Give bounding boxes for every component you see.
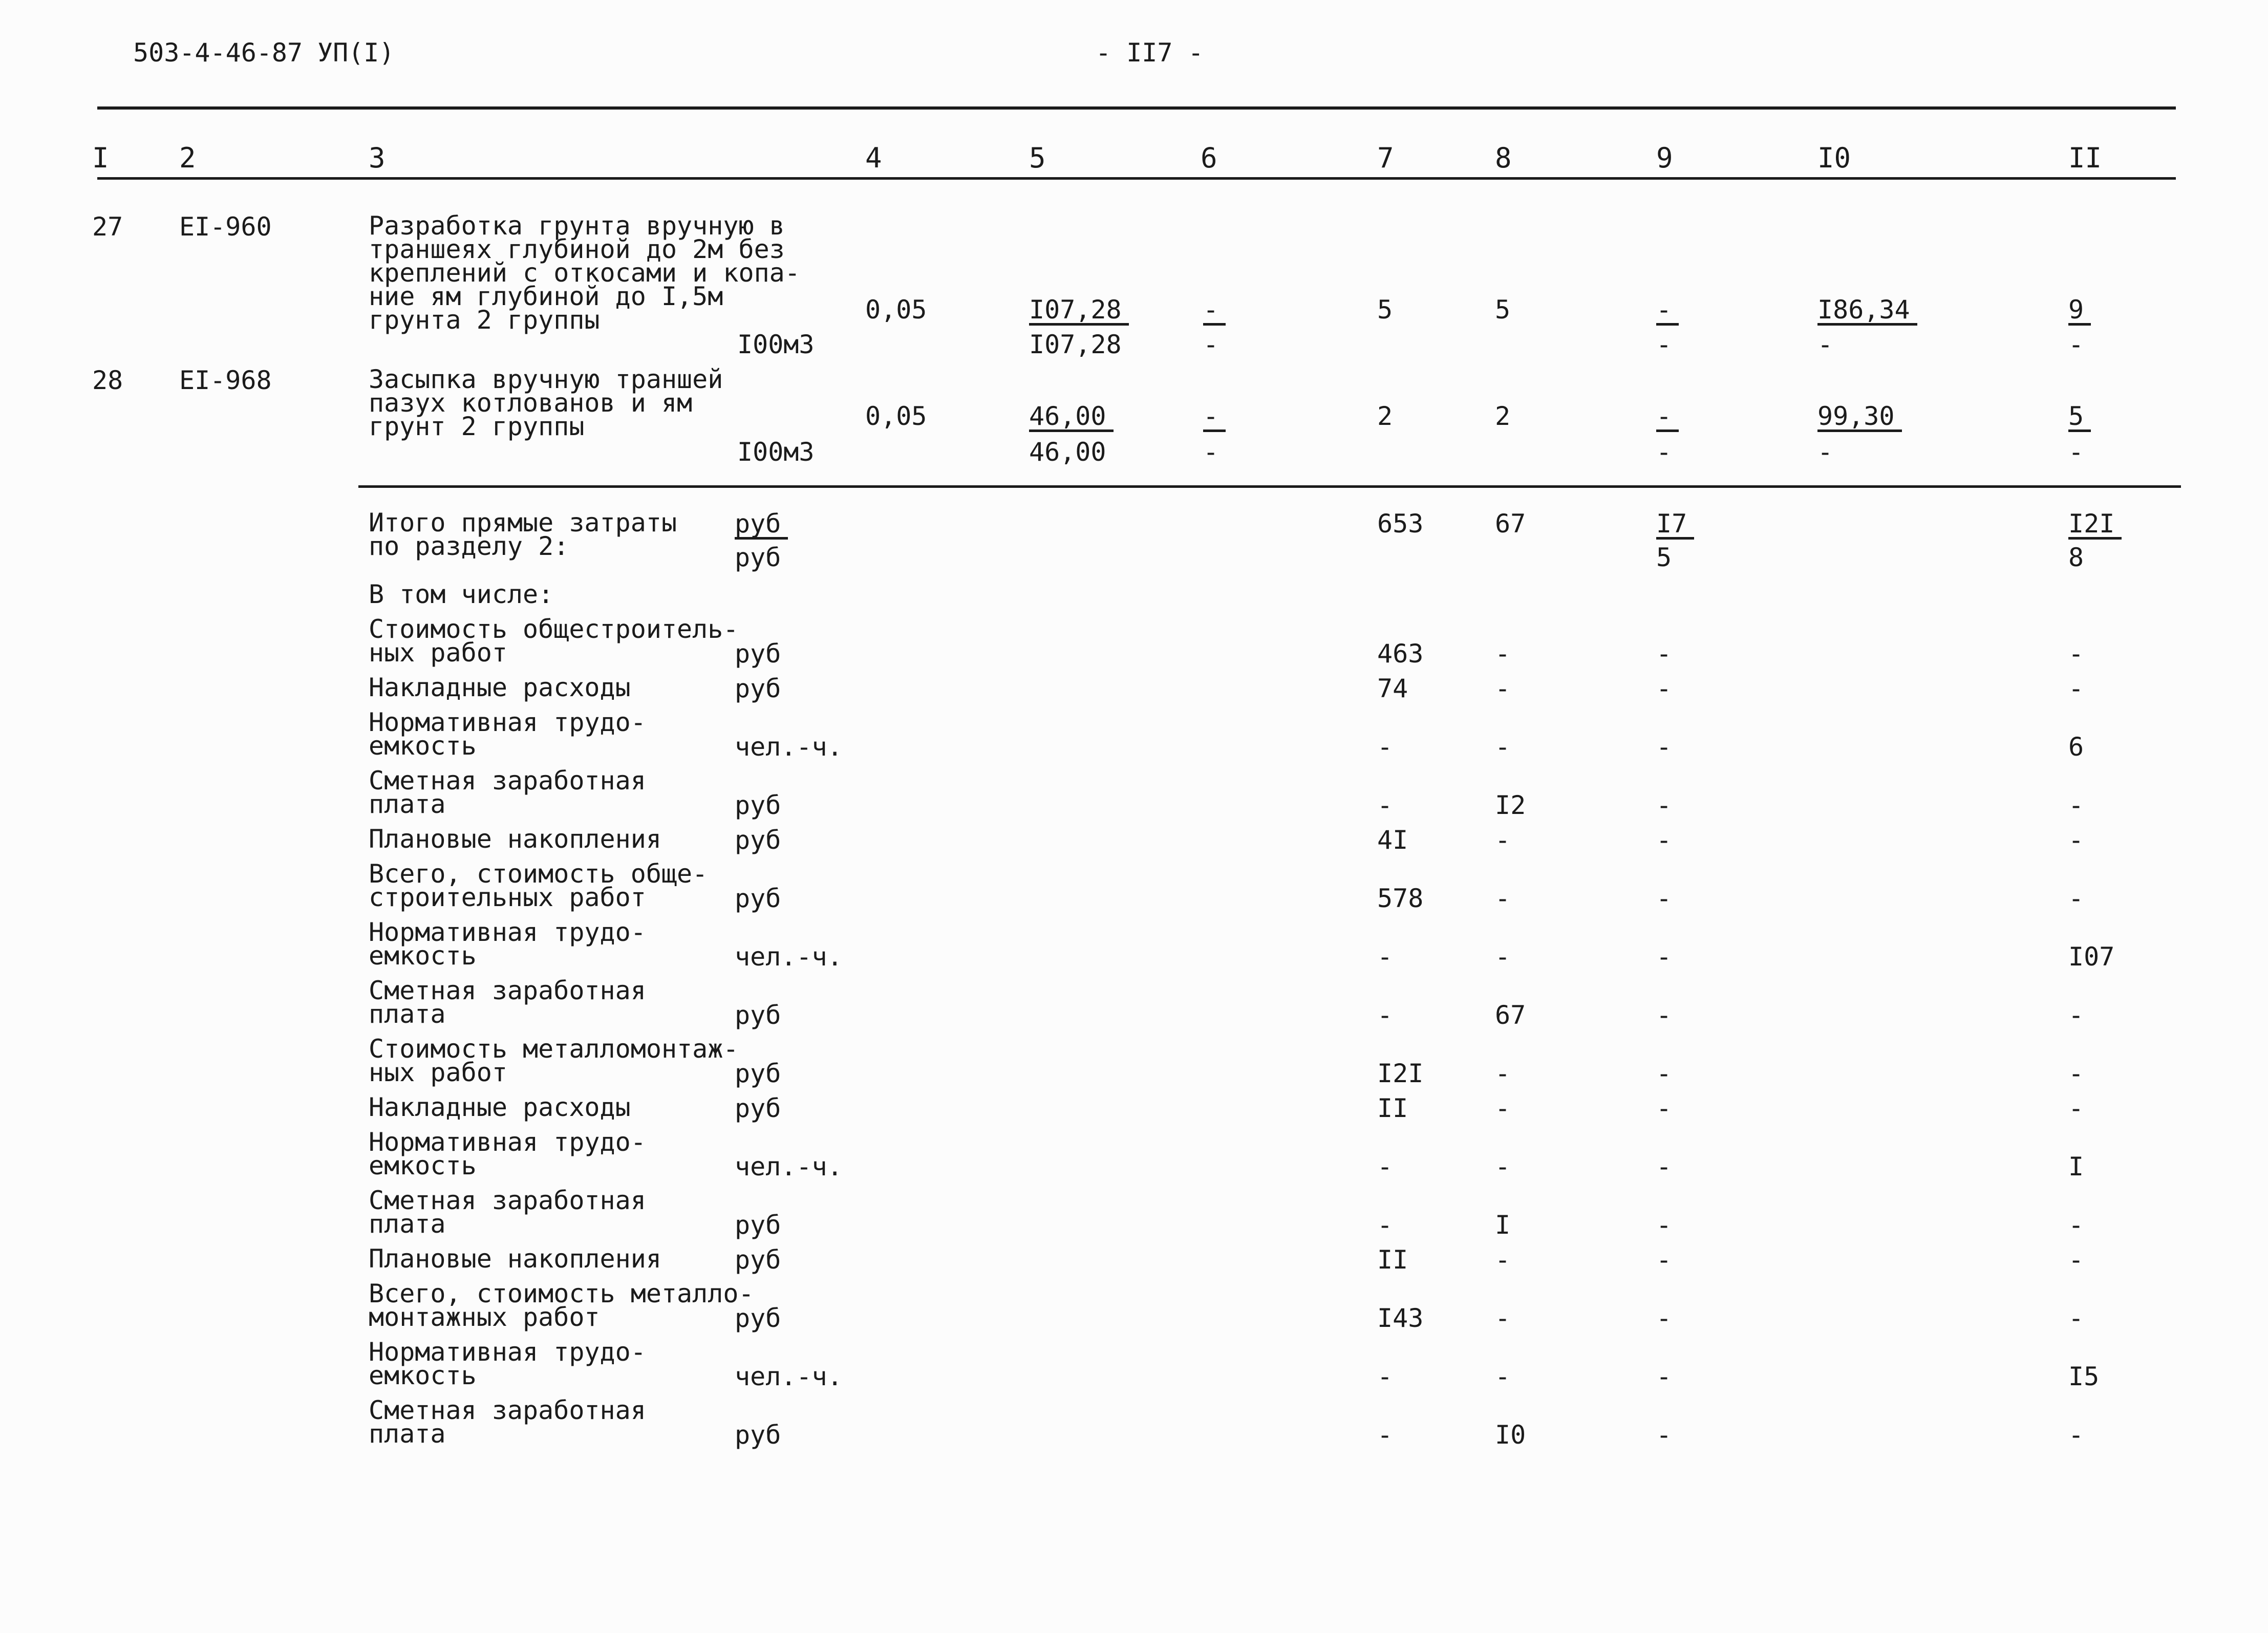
totals-unit-bottom: руб xyxy=(735,543,781,572)
summary-unit: руб xyxy=(735,639,781,669)
summary-unit: руб xyxy=(735,1000,781,1030)
item-unit: I00м3 xyxy=(737,437,815,467)
item-col11-top: 9 xyxy=(2068,295,2084,325)
summary-label: Всего, стоимость металло- монтажных работ xyxy=(369,1279,754,1332)
summary-col8: - xyxy=(1495,1362,1511,1391)
summary-col8: I xyxy=(1495,1210,1511,1240)
item-quantity: 0,05 xyxy=(865,401,927,431)
column-number: 4 xyxy=(865,142,882,174)
summary-label: Нормативная трудо- емкость xyxy=(369,1127,646,1180)
summary-col9: - xyxy=(1656,1059,1672,1088)
header-rule xyxy=(97,177,2176,180)
summary-col11: - xyxy=(2068,1000,2084,1030)
summary-col8: - xyxy=(1495,884,1511,913)
totals-col11-bottom: 8 xyxy=(2068,543,2084,572)
totals-col8: 67 xyxy=(1495,509,1526,539)
item-col10-bottom: - xyxy=(1817,437,1833,467)
column-number: 2 xyxy=(179,142,196,174)
summary-col8: I0 xyxy=(1495,1420,1526,1450)
summary-unit: руб xyxy=(735,1093,781,1123)
summary-col8: - xyxy=(1495,674,1511,703)
item-col6-top: - xyxy=(1203,295,1219,325)
summary-unit: чел.-ч. xyxy=(735,732,843,762)
summary-col7: - xyxy=(1377,1420,1393,1450)
summary-col11: - xyxy=(2068,674,2084,703)
summary-label: Сметная заработная плата xyxy=(369,976,646,1029)
column-number: 7 xyxy=(1377,142,1394,174)
summary-col9: - xyxy=(1656,825,1672,855)
summary-label: Накладные расходы xyxy=(369,1092,631,1122)
summary-col8: - xyxy=(1495,1152,1511,1181)
including-heading: В том числе: xyxy=(369,579,554,609)
totals-col11-top: I2I xyxy=(2068,509,2115,539)
summary-unit: руб xyxy=(735,884,781,913)
summary-col11: - xyxy=(2068,884,2084,913)
summary-col9: - xyxy=(1656,1420,1672,1450)
summary-col9: - xyxy=(1656,1303,1672,1333)
summary-col7: 463 xyxy=(1377,639,1424,669)
summary-col8: - xyxy=(1495,1093,1511,1123)
column-number: 9 xyxy=(1656,142,1673,174)
summary-col11: - xyxy=(2068,1210,2084,1240)
summary-col9: - xyxy=(1656,1245,1672,1275)
summary-col7: - xyxy=(1377,942,1393,972)
item-col9-bottom: - xyxy=(1656,330,1672,359)
summary-label: Сметная заработная плата xyxy=(369,1395,646,1449)
summary-col7: - xyxy=(1377,1362,1393,1391)
summary-col9: - xyxy=(1656,1152,1672,1181)
summary-col8: - xyxy=(1495,1059,1511,1088)
item-col6-bottom: - xyxy=(1203,330,1219,359)
summary-col8: - xyxy=(1495,1303,1511,1333)
summary-col11: I5 xyxy=(2068,1362,2100,1391)
item-unit: I00м3 xyxy=(737,330,815,359)
item-col10-bottom: - xyxy=(1817,330,1833,359)
item-col8: 5 xyxy=(1495,295,1511,325)
item-col5-top: 46,00 xyxy=(1029,401,1106,431)
summary-col8: - xyxy=(1495,732,1511,762)
page-number: - II7 - xyxy=(1096,38,1204,68)
document-part: УП(I) xyxy=(317,38,395,68)
totals-col9-bottom: 5 xyxy=(1656,543,1672,572)
summary-label: Стоимость металломонтаж- ных работ xyxy=(369,1034,739,1087)
item-col7: 5 xyxy=(1377,295,1393,325)
summary-label: Всего, стоимость обще- строительных работ xyxy=(369,859,708,912)
summary-col8: - xyxy=(1495,942,1511,972)
column-number: II xyxy=(2068,142,2102,174)
summary-col8: I2 xyxy=(1495,790,1526,820)
summary-col11: 6 xyxy=(2068,732,2084,762)
summary-label: Сметная заработная плата xyxy=(369,1186,646,1239)
summary-col11: - xyxy=(2068,790,2084,820)
summary-col7: - xyxy=(1377,1210,1393,1240)
summary-label: Нормативная трудо- емкость xyxy=(369,707,646,761)
item-col11-bottom: - xyxy=(2068,437,2084,467)
summary-unit: руб xyxy=(735,1210,781,1240)
column-number: 5 xyxy=(1029,142,1046,174)
summary-col9: - xyxy=(1656,732,1672,762)
item-col9-top: - xyxy=(1656,295,1672,325)
summary-col7: 4I xyxy=(1377,825,1408,855)
summary-col11: - xyxy=(2068,1303,2084,1333)
item-code: EI-960 xyxy=(179,212,272,242)
summary-unit: руб xyxy=(735,1303,781,1333)
summary-col9: - xyxy=(1656,884,1672,913)
summary-col11: - xyxy=(2068,825,2084,855)
item-description: Засыпка вручную траншей пазух котлованов и ям грунт 2 группы xyxy=(369,364,723,441)
summary-col7: - xyxy=(1377,1000,1393,1030)
summary-col8: 67 xyxy=(1495,1000,1526,1030)
summary-col11: - xyxy=(2068,1059,2084,1088)
summary-col11: - xyxy=(2068,1093,2084,1123)
summary-col8: - xyxy=(1495,825,1511,855)
item-col9-top: - xyxy=(1656,401,1672,431)
item-col10-top: I86,34 xyxy=(1817,295,1910,325)
summary-col9: - xyxy=(1656,1000,1672,1030)
summary-col7: - xyxy=(1377,732,1393,762)
totals-col7: 653 xyxy=(1377,509,1424,539)
item-col5-bottom: I07,28 xyxy=(1029,330,1122,359)
item-col11-top: 5 xyxy=(2068,401,2084,431)
item-col9-bottom: - xyxy=(1656,437,1672,467)
summary-col7: 578 xyxy=(1377,884,1424,913)
summary-col11: I xyxy=(2068,1152,2084,1181)
summary-label: Стоимость общестроитель- ных работ xyxy=(369,614,739,668)
item-col5-bottom: 46,00 xyxy=(1029,437,1106,467)
summary-col7: - xyxy=(1377,790,1393,820)
summary-unit: чел.-ч. xyxy=(735,1152,843,1181)
summary-label: Нормативная трудо- емкость xyxy=(369,1337,646,1390)
summary-col9: - xyxy=(1656,674,1672,703)
item-col8: 2 xyxy=(1495,401,1511,431)
summary-label: Накладные расходы xyxy=(369,673,631,702)
summary-unit: руб xyxy=(735,790,781,820)
top-rule xyxy=(97,106,2176,110)
summary-col7: II xyxy=(1377,1093,1408,1123)
summary-col9: - xyxy=(1656,1093,1672,1123)
summary-col7: I43 xyxy=(1377,1303,1424,1333)
column-number: I0 xyxy=(1817,142,1851,174)
summary-unit: чел.-ч. xyxy=(735,1362,843,1391)
column-number: 8 xyxy=(1495,142,1512,174)
column-number: 3 xyxy=(369,142,386,174)
summary-unit: руб xyxy=(735,1059,781,1088)
item-col6-bottom: - xyxy=(1203,437,1219,467)
summary-label: Сметная заработная плата xyxy=(369,766,646,819)
summary-col7: I2I xyxy=(1377,1059,1424,1088)
item-col6-top: - xyxy=(1203,401,1219,431)
summary-label: Плановые накопления xyxy=(369,1244,661,1274)
summary-col9: - xyxy=(1656,1362,1672,1391)
item-col10-top: 99,30 xyxy=(1817,401,1895,431)
item-code: EI-968 xyxy=(179,366,272,395)
item-col11-bottom: - xyxy=(2068,330,2084,359)
summary-unit: руб xyxy=(735,674,781,703)
summary-col11: - xyxy=(2068,1245,2084,1275)
summary-col9: - xyxy=(1656,790,1672,820)
item-col7: 2 xyxy=(1377,401,1393,431)
totals-rule xyxy=(358,485,2181,488)
item-description: Разработка грунта вручную в траншеях глубиной до 2м без креплений с откосами и копа- ние ям глубиной до I,5м грунта 2 группы xyxy=(369,211,800,335)
summary-col9: - xyxy=(1656,1210,1672,1240)
summary-unit: руб xyxy=(735,1245,781,1275)
summary-label: Плановые накопления xyxy=(369,824,661,854)
item-col5-top: I07,28 xyxy=(1029,295,1122,325)
totals-col9-top: I7 xyxy=(1656,509,1687,539)
summary-col8: - xyxy=(1495,1245,1511,1275)
item-number: 27 xyxy=(92,212,123,242)
summary-col11: - xyxy=(2068,639,2084,669)
summary-col7: II xyxy=(1377,1245,1408,1275)
totals-unit-top: руб xyxy=(735,509,781,539)
item-number: 28 xyxy=(92,366,123,395)
summary-unit: чел.-ч. xyxy=(735,942,843,972)
summary-col11: - xyxy=(2068,1420,2084,1450)
summary-col7: - xyxy=(1377,1152,1393,1181)
summary-col8: - xyxy=(1495,639,1511,669)
totals-label: Итого прямые затраты по разделу 2: xyxy=(369,508,677,561)
summary-unit: руб xyxy=(735,1420,781,1450)
summary-col11: I07 xyxy=(2068,942,2115,972)
summary-col7: 74 xyxy=(1377,674,1408,703)
item-quantity: 0,05 xyxy=(865,295,927,325)
column-number: 6 xyxy=(1201,142,1217,174)
summary-col9: - xyxy=(1656,942,1672,972)
summary-label: Нормативная трудо- емкость xyxy=(369,917,646,971)
summary-col9: - xyxy=(1656,639,1672,669)
column-number: I xyxy=(92,142,109,174)
summary-unit: руб xyxy=(735,825,781,855)
document-code: 503-4-46-87 xyxy=(133,38,303,68)
